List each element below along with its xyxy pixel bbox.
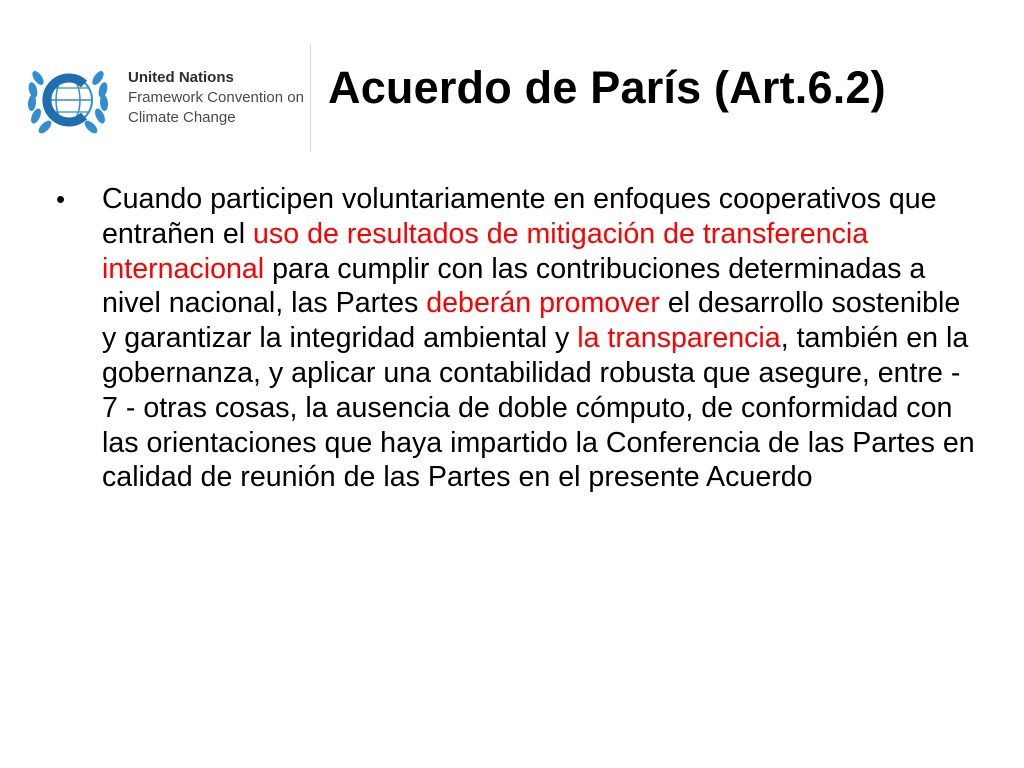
logo-line-2: Framework Convention on [128, 89, 304, 106]
slide-title: Acuerdo de París (Art.6.2) [328, 62, 886, 113]
bullet-text-segment: para cumplir con las contribuciones determinadas a nivel nacional, las Partes [102, 252, 926, 320]
bullet-text-segment: , también en la gobernanza, y aplicar una contabilidad robusta que asegure, entre - 7 - otras cosas, la ausencia de doble cómputo, de conformidad con las orientaciones que haya impartido la Conferencia de las Partes en calidad de reunión de las Partes en el presente Acuerdo [102, 322, 975, 494]
logo-wordmark [128, 68, 304, 128]
bullet-text-segment: Cuando participen voluntariamente en enfoques cooperativos que entrañen el [102, 183, 937, 250]
highlight-uso-de-resultados: uso de resultados de mitigación de transferencia internacional [102, 217, 869, 285]
bullet-marker: • [56, 184, 66, 214]
unfccc-logo [16, 44, 311, 152]
highlight-deberan-promover: deberán promover [426, 287, 660, 320]
logo-line-1: United Nations [128, 69, 234, 86]
logo-line-3: Climate Change [128, 109, 236, 126]
unfccc-emblem-icon [24, 54, 112, 142]
bullet-text-segment: el desarrollo sostenible y garantizar la integridad ambiental y [102, 287, 961, 355]
highlight-la-transparencia: la transparencia [577, 322, 781, 355]
bullet-item [56, 182, 976, 495]
bullet-list [56, 182, 976, 495]
bullet-text [102, 183, 975, 493]
